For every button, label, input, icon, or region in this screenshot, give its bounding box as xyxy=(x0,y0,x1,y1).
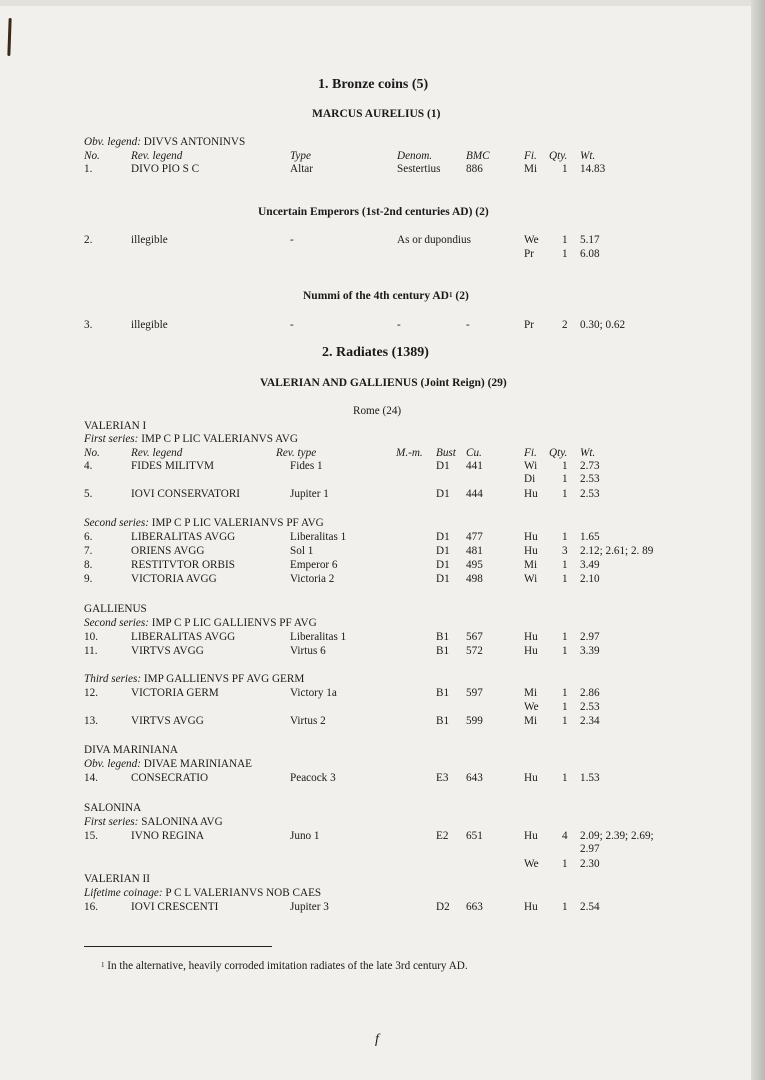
uncertain-emperors-heading: Uncertain Emperors (1st-2nd centuries AD) (2) xyxy=(258,206,489,218)
col-rev-legend: Rev. legend xyxy=(131,447,183,459)
emperor-heading: DIVA MARINIANA xyxy=(84,744,178,756)
footnote-divider xyxy=(84,946,272,947)
emperor-heading: VALERIAN I xyxy=(84,420,147,432)
series-label: Lifetime coinage: P C L VALERIANVS NOB CAES xyxy=(84,887,322,899)
col-bust: Bust xyxy=(436,447,456,459)
scan-top-strip xyxy=(0,0,765,6)
col-qty: Qty. xyxy=(549,150,568,162)
page-number: f xyxy=(375,1032,379,1047)
obv-legend: Obv. legend: DIVVS ANTONINVS xyxy=(84,136,246,148)
footnote: $^1$ In the alternative, heavily corroded imitation radiates of the late 3rd century AD. xyxy=(101,960,468,972)
series-label: Second series: IMP C P LIC VALERIANVS PF AVG xyxy=(84,517,324,529)
nummi-heading: Nummi of the 4th century $AD^1$ (2) xyxy=(303,290,469,302)
emperor-heading: VALERIAN II xyxy=(84,873,150,885)
col-denom: Denom. xyxy=(397,150,433,162)
col-no: No. xyxy=(84,447,100,459)
scan-page-edge xyxy=(751,0,765,1080)
series-label: First series: SALONINA AVG xyxy=(84,816,223,828)
obv-legend: Obv. legend: DIVAE MARINIANAE xyxy=(84,758,252,770)
section1-title: 1. Bronze coins (5) xyxy=(318,77,429,92)
col-fi: Fi. xyxy=(524,447,537,459)
section1-subtitle: MARCUS AURELIUS (1) xyxy=(312,108,441,120)
col-type: Type xyxy=(290,150,311,162)
col-rev-legend: Rev. legend xyxy=(131,150,183,162)
col-no: No. xyxy=(84,150,100,162)
series-label: Second series: IMP C P LIC GALLIENVS PF AVG xyxy=(84,617,317,629)
col-qty: Qty. xyxy=(549,447,568,459)
col-wt: Wt. xyxy=(580,150,596,162)
emperor-heading: SALONINA xyxy=(84,802,142,814)
col-rev-type: Rev. type xyxy=(276,447,317,459)
col-mint-mark: M.-m. xyxy=(396,447,423,459)
col-bmc: BMC xyxy=(466,150,490,162)
emperor-heading: GALLIENUS xyxy=(84,603,147,615)
col-wt: Wt. xyxy=(580,447,596,459)
section2-subtitle: VALERIAN AND GALLIENUS (Joint Reign) (29) xyxy=(260,377,507,389)
document-page: 1. Bronze coins (5) MARCUS AURELIUS (1) Obv. legend: DIVVS ANTONINVS No. Rev. legend Type Denom. BMC Fi. Qty. Wt. 1. DIVO PIO S C Altar Sestertius 886 Mi 1 14.83 Uncertain Emperors (1st-2nd centuries AD) (2) 2. illegible - As or dupondius We 1 5.17 Pr 1 6.08 Nummi of the 4th century $AD^1$ (2) 3. illegible - - - Pr 2 0.30; 0.62 2. Radiates (1389) VALERIAN AND GALLIENUS (Joint Reign) (29) Rome (24) VALERIAN I First series: IMP C P LIC VALERIANVS AVG No. Rev. legend Rev. type M.-m. Bust Cu. Fi. Qty. Wt. 4. FIDES MILITVM Fides 1 D1 441 Wi 1 2.73 Di 1 2.53 5. IOVI CONSERVATORI Jupiter 1 D1 444 Hu 1 2.53 Second series: IMP C P LIC VALERIANVS PF AVG 6. LIBERALITAS AVGG Liberalitas 1 D1 477 Hu 1 1.65 7. ORIENS AVGG Sol 1 D1 481 Hu 3 2.12; 2.61; 2. 89 8. RESTITVTOR ORBIS Emperor 6 D1 495 Mi 1 3.49 9. VICTORIA AVGG Victoria 2 D1 498 Wi 1 2.10 GALLIENUS Second series: IMP C P LIC GALLIENVS PF AVG 10. LIBERALITAS AVGG Liberalitas 1 B1 567 Hu 1 2.97 11. VIRTVS AVGG Virtus 6 B1 572 Hu 1 3.39 Third series: IMP GALLIENVS PF AVG GERM 12. VICTORIA GERM Victory 1a B1 597 Mi 1 2.86 We 1 2.53 13. VIRTVS AVGG Virtus 2 B1 599 Mi 1 2.34 DIVA MARINIANA Obv. legend: DIVAE MARINIANAE 14. CONSECRATIO Peacock 3 E3 643 Hu 1 1.53 SALONINA First series: SALONINA AVG 15. IVNO REGINA Juno 1 E2 651 Hu 4 2.09; 2.39; 2.69; 2.97 We 1 2.30 VALERIAN II Lifetime coinage: P C L VALERIANVS NOB CAES 16. IOVI CRESCENTI Jupiter 3 D2 663 Hu 1 2.54 $^1$ In the alternative, heavily corroded imitation radiates of the late 3rd century AD. f xyxy=(0,0,765,1080)
col-fi: Fi. xyxy=(524,150,537,162)
series-label: Third series: IMP GALLIENVS PF AVG GERM xyxy=(84,673,305,685)
section2-title: 2. Radiates (1389) xyxy=(322,345,429,360)
series-label: First series: IMP C P LIC VALERIANVS AVG xyxy=(84,433,298,445)
ink-mark xyxy=(7,18,11,56)
col-cu: Cu. xyxy=(466,447,482,459)
mint-label: Rome (24) xyxy=(353,405,402,417)
